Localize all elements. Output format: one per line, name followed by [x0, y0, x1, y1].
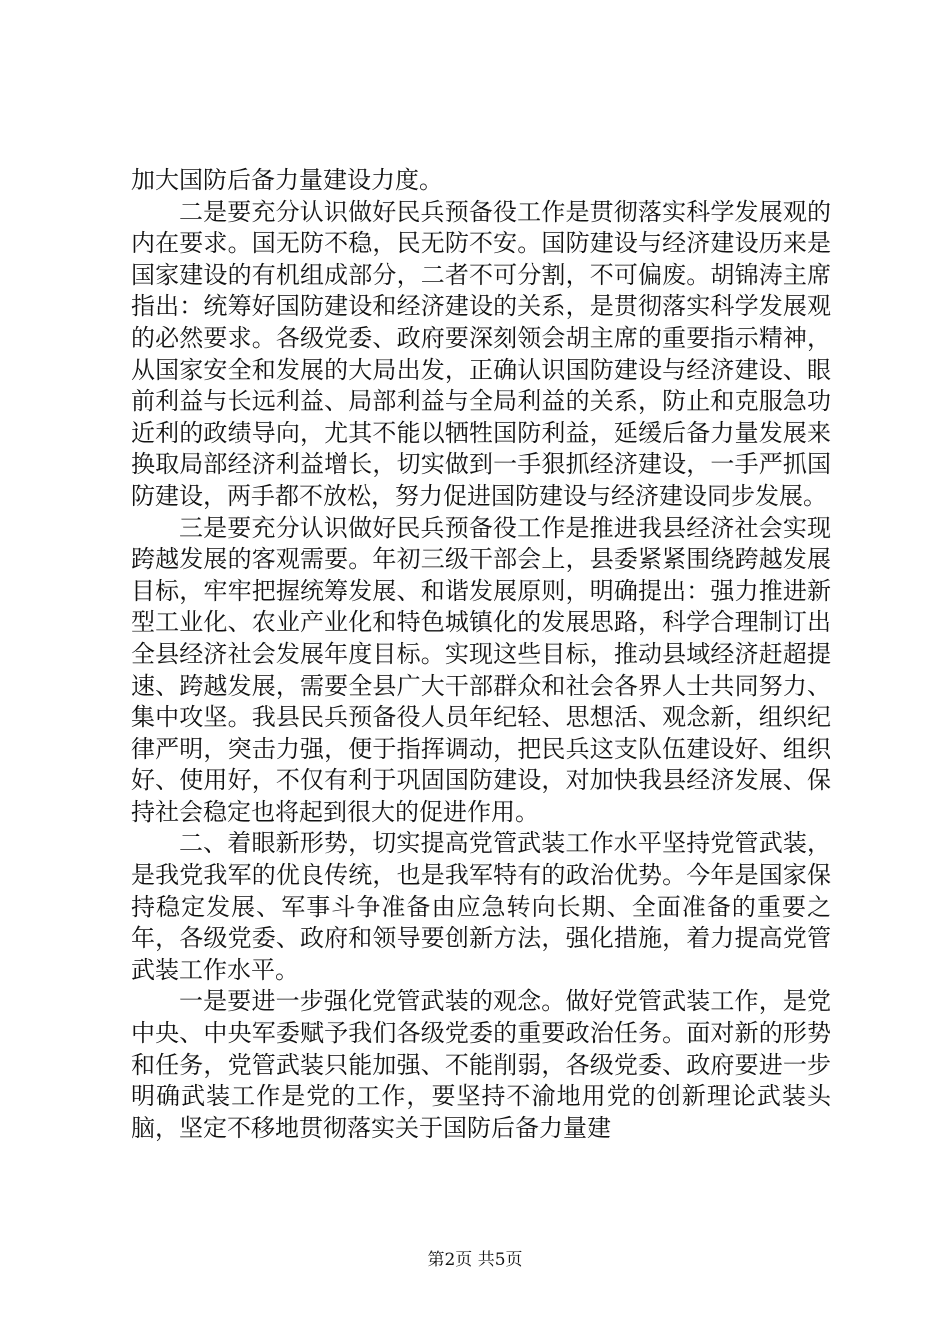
paragraph-3: 三是要充分认识做好民兵预备役工作是推进我县经济社会实现跨越发展的客观需要。年初三级干部会上，县委紧紧围绕跨越发展目标，牢牢把握统筹发展、和谐发展原则，明确提出：强力推进新型工业化、农业产业化和特色城镇化的发展思路，科学合理制订出全县经济社会发展年度目标。实现这些目标，推动县域经济赶超提速、跨越发展，需要全县广大干部群众和社会各界人士共同努力、集中攻坚。我县民兵预备役人员年纪轻、思想活、观念新，组织纪律严明，突击力强，便于指挥调动，把民兵这支队伍建设好、组织好、使用好，不仅有利于巩固国防建设，对加快我县经济发展、保持社会稳定也将起到很大的促进作用。 [131, 513, 831, 826]
paragraph-2: 二是要充分认识做好民兵预备役工作是贯彻落实科学发展观的内在要求。国无防不稳，民无防不安。国防建设与经济建设历来是国家建设的有机组成部分，二者不可分割，不可偏废。胡锦涛主席指出：统筹好国防建设和经济建设的关系，是贯彻落实科学发展观的必然要求。各级党委、政府要深刻领会胡主席的重要指示精神，从国家安全和发展的大局出发，正确认识国防建设与经济建设、眼前利益与长远利益、局部利益与全局利益的关系，防止和克服急功近利的政绩导向，尤其不能以牺牲国防利益，延缓后备力量发展来换取局部经济利益增长，切实做到一手狠抓经济建设，一手严抓国防建设，两手都不放松，努力促进国防建设与经济建设同步发展。 [131, 197, 831, 510]
paragraph-5: 一是要进一步强化党管武装的观念。做好党管武装工作，是党中央、中央军委赋予我们各级党委的重要政治任务。面对新的形势和任务，党管武装只能加强、不能削弱，各级党委、政府要进一步明确武装工作是党的工作，要坚持不渝地用党的创新理论武装头脑，坚定不移地贯彻落实关于国防后备力量建 [131, 987, 831, 1142]
paragraph-1: 加大国防后备力量建设力度。 [131, 166, 443, 194]
document-body [131, 165, 831, 1144]
page-number-footer: 第2页 共5页 [427, 1250, 523, 1270]
paragraph-4: 二、着眼新形势，切实提高党管武装工作水平坚持党管武装，是我党我军的优良传统，也是我军特有的政治优势。今年是国家保持稳定发展、军事斗争准备由应急转向长期、全面准备的重要之年，各级党委、政府和领导要创新方法，强化措施，着力提高党管武装工作水平。 [131, 829, 831, 984]
